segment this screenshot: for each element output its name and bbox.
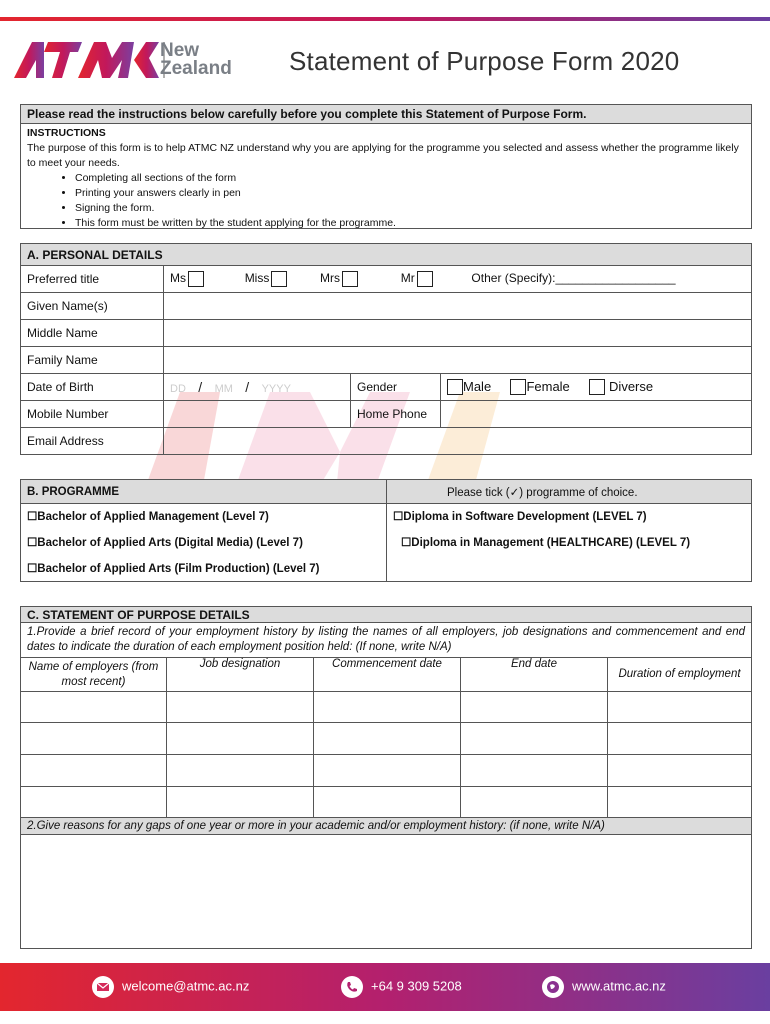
- column-header: End date: [461, 658, 608, 692]
- table-row: [21, 692, 752, 723]
- table-cell[interactable]: [461, 755, 608, 787]
- title-mr-label: Mr: [400, 271, 415, 286]
- table-cell[interactable]: [167, 723, 314, 755]
- table-cell[interactable]: [314, 755, 461, 787]
- title-ms-label: Ms: [170, 271, 186, 286]
- title-miss-label: Miss: [244, 271, 270, 286]
- gender-male-label: Male: [463, 378, 492, 394]
- footer-web-text: www.atmc.ac.nz: [572, 978, 666, 994]
- gender-female-checkbox[interactable]: [510, 379, 526, 395]
- logo-text: [160, 42, 232, 78]
- gender-options: [441, 374, 752, 401]
- list-item: • Printing your answers clearly in pen: [75, 186, 745, 201]
- title-mr-checkbox[interactable]: [417, 271, 433, 287]
- mobile-label: Mobile Number: [21, 401, 164, 428]
- instructions-subheading: INSTRUCTIONS: [27, 127, 106, 139]
- given-name-field[interactable]: [164, 293, 752, 320]
- table-row: [21, 755, 752, 787]
- instructions-body: The purpose of this form is to help ATMC NZ understand why you are applying for the programme you selected and assess whether the programme likely to meet your needs.: [27, 142, 739, 169]
- dob-mm-placeholder: MM: [214, 383, 233, 395]
- table-row: [21, 787, 752, 818]
- home-phone-label: Home Phone: [351, 401, 441, 428]
- gender-diverse-checkbox[interactable]: [589, 379, 605, 395]
- column-header: Commencement date: [314, 658, 461, 692]
- gender-male-checkbox[interactable]: [447, 379, 463, 395]
- table-cell[interactable]: [21, 787, 167, 818]
- table-cell[interactable]: [167, 755, 314, 787]
- logo-text-line2: Zealand: [160, 58, 232, 79]
- table-cell[interactable]: [167, 692, 314, 723]
- gender-diverse-label: Diverse: [609, 378, 654, 394]
- gender-female-label: Female: [526, 378, 570, 394]
- personal-details-table: [20, 243, 752, 455]
- column-header: Duration of employment: [608, 658, 752, 692]
- globe-icon: [542, 976, 564, 998]
- footer-bar: [0, 963, 770, 1011]
- table-cell[interactable]: [21, 755, 167, 787]
- list-item: • Signing the form.: [75, 201, 745, 216]
- table-cell[interactable]: [314, 787, 461, 818]
- family-name-field[interactable]: [164, 347, 752, 374]
- mobile-field[interactable]: [164, 401, 351, 428]
- statement-of-purpose-table: [20, 606, 752, 949]
- table-cell[interactable]: [461, 692, 608, 723]
- preferred-title-label: Preferred title: [21, 266, 164, 293]
- table-cell[interactable]: [608, 692, 752, 723]
- list-item: • Completing all sections of the form: [75, 171, 745, 186]
- dob-yyyy-placeholder: YYYY: [261, 383, 291, 395]
- instructions-heading: Please read the instructions below carefully before you complete this Statement of Purpose Form.: [21, 105, 751, 124]
- table-cell[interactable]: [608, 755, 752, 787]
- table-cell[interactable]: [314, 692, 461, 723]
- table-cell[interactable]: [314, 723, 461, 755]
- programme-note: Please tick (✓) programme of choice.: [387, 480, 752, 504]
- table-cell[interactable]: [21, 692, 167, 723]
- footer-phone[interactable]: [341, 976, 462, 998]
- dob-field[interactable]: DD / MM / YYYY: [164, 374, 351, 401]
- table-cell[interactable]: [608, 723, 752, 755]
- footer-web[interactable]: [542, 976, 666, 998]
- title-mrs-label: Mrs: [320, 271, 341, 286]
- middle-name-label: Middle Name: [21, 320, 164, 347]
- home-phone-field[interactable]: [441, 401, 752, 428]
- column-header: Name of employers (from most recent): [21, 658, 167, 692]
- dob-label: Date of Birth: [21, 374, 164, 401]
- programme-heading: B. PROGRAMME: [21, 480, 387, 504]
- table-cell[interactable]: [167, 787, 314, 818]
- gender-label: Gender: [351, 374, 441, 401]
- sop-question-2: 2.Give reasons for any gaps of one year or more in your academic and/or employment history: (if none, write N/A): [21, 818, 752, 835]
- table-cell[interactable]: [608, 787, 752, 818]
- programme-table: [20, 479, 752, 582]
- mail-icon: [92, 976, 114, 998]
- top-accent-bar: [0, 17, 770, 21]
- personal-details-heading: A. PERSONAL DETAILS: [21, 244, 752, 266]
- instructions-list: [27, 171, 745, 231]
- dob-dd-placeholder: DD: [170, 383, 186, 395]
- title-ms-checkbox[interactable]: [188, 271, 204, 287]
- programme-option[interactable]: ☐Bachelor of Applied Arts (Film Production) (Level 7): [21, 555, 387, 582]
- phone-icon: [341, 976, 363, 998]
- list-item: • This form must be written by the student applying for the programme.: [75, 216, 745, 231]
- email-label: Email Address: [21, 428, 164, 455]
- title-miss-checkbox[interactable]: [271, 271, 287, 287]
- footer-email-text: welcome@atmc.ac.nz: [122, 978, 250, 994]
- family-name-label: Family Name: [21, 347, 164, 374]
- programme-empty-cell: [387, 555, 752, 582]
- programme-option[interactable]: ☐Bachelor of Applied Management (Level 7): [21, 504, 387, 529]
- instructions-box: [20, 104, 752, 229]
- sop-question-1: 1.Provide a brief record of your employment history by listing the names of all employers, job designations and commencement and end dates to indicate the duration of each employment position held: (If none, write N/A): [21, 623, 752, 658]
- footer-phone-text: +64 9 309 5208: [371, 978, 462, 994]
- preferred-title-options: [164, 266, 752, 293]
- page-title: Statement of Purpose Form 2020: [289, 46, 680, 76]
- programme-option[interactable]: ☐Diploma in Software Development (LEVEL 7): [387, 504, 752, 529]
- footer-email[interactable]: [92, 976, 249, 998]
- sop-answer-2-field[interactable]: [21, 835, 752, 949]
- middle-name-field[interactable]: [164, 320, 752, 347]
- table-cell[interactable]: [461, 787, 608, 818]
- table-cell[interactable]: [21, 723, 167, 755]
- sop-heading: C. STATEMENT OF PURPOSE DETAILS: [21, 607, 752, 623]
- title-other-field[interactable]: Other (Specify):__________________: [471, 271, 676, 286]
- programme-option[interactable]: ☐Diploma in Management (HEALTHCARE) (LEVEL 7): [387, 529, 752, 555]
- table-row: [21, 723, 752, 755]
- table-cell[interactable]: [461, 723, 608, 755]
- email-field[interactable]: [164, 428, 752, 455]
- logo-text-line1: New: [160, 40, 200, 61]
- column-header: Job designation: [167, 658, 314, 692]
- given-name-label: Given Name(s): [21, 293, 164, 320]
- programme-option[interactable]: ☐Bachelor of Applied Arts (Digital Media) (Level 7): [21, 529, 387, 555]
- title-mrs-checkbox[interactable]: [342, 271, 358, 287]
